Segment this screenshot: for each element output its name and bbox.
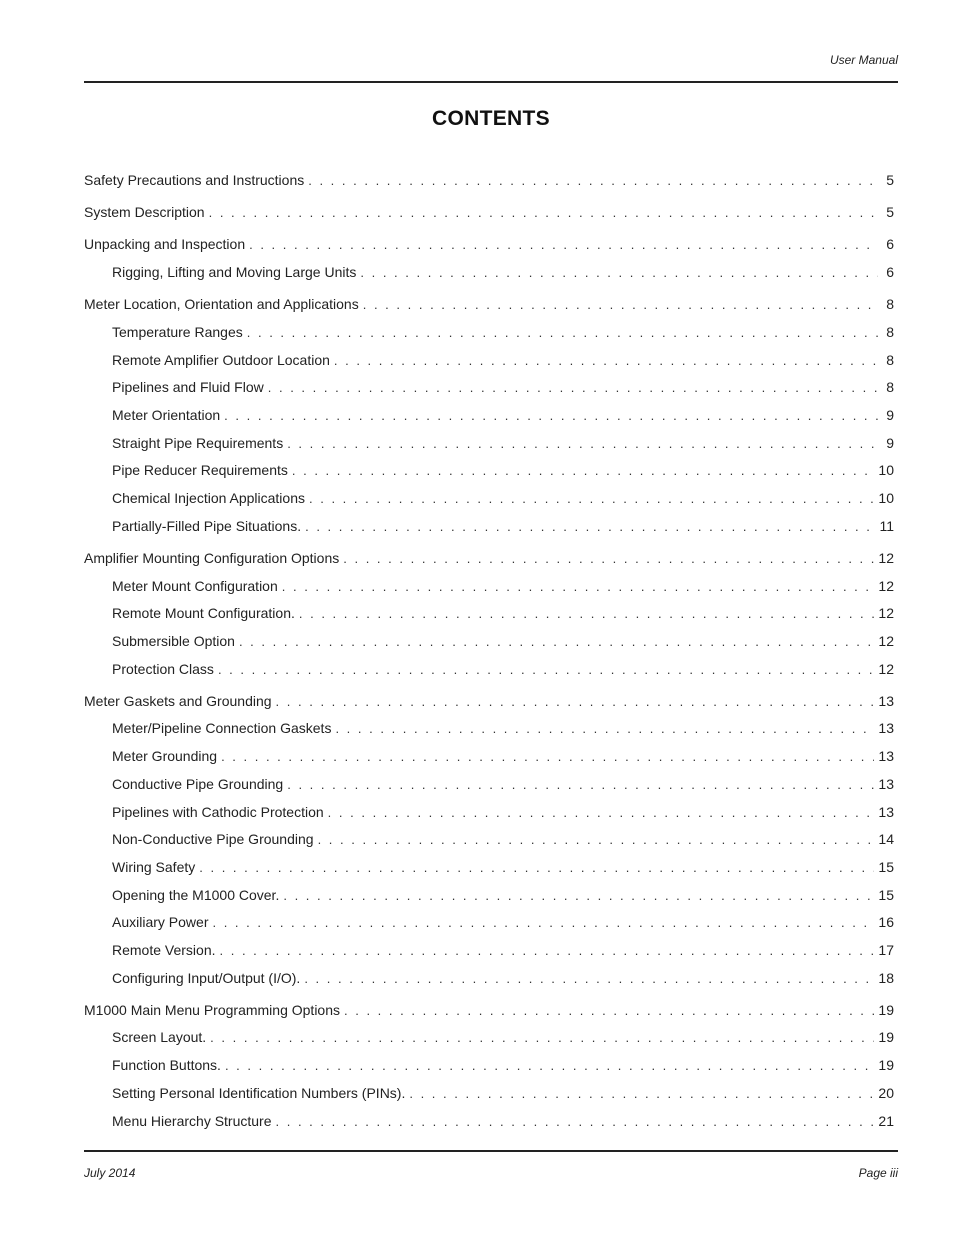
toc-entry-page-number: 12	[878, 550, 894, 566]
toc-entry[interactable]	[112, 378, 894, 396]
toc-entry[interactable]	[112, 461, 894, 479]
footer-page-number: Page iii	[858, 1166, 898, 1180]
toc-entry-page-number: 12	[878, 633, 894, 649]
toc-entry-label: Amplifier Mounting Configuration Options	[84, 550, 340, 566]
toc-dot-leader	[283, 887, 874, 905]
toc-entry-label: Auxiliary Power	[112, 914, 209, 930]
toc-entry[interactable]	[112, 632, 894, 650]
toc-entry-page-number: 10	[878, 490, 894, 506]
toc-entry[interactable]	[112, 604, 894, 622]
toc-dot-leader	[209, 204, 878, 222]
toc-entry[interactable]	[112, 406, 894, 424]
toc-entry-label: Straight Pipe Requirements	[112, 435, 284, 451]
toc-entry-label: Rigging, Lifting and Moving Large Units	[112, 264, 357, 280]
toc-entry-label: Remote Version.	[112, 942, 216, 958]
toc-entry[interactable]	[112, 1084, 894, 1102]
toc-dot-leader	[220, 942, 875, 960]
toc-dot-leader	[299, 605, 875, 623]
toc-dot-leader	[363, 296, 878, 314]
toc-dot-leader	[282, 578, 875, 596]
toc-dot-leader	[212, 914, 874, 932]
toc-entry-label: Meter Mount Configuration	[112, 578, 278, 594]
toc-entry-label: Meter Location, Orientation and Applications	[84, 296, 359, 312]
toc-dot-leader	[249, 236, 878, 254]
toc-dot-leader	[344, 1002, 874, 1020]
toc-entry-page-number: 15	[878, 887, 894, 903]
toc-entry[interactable]	[84, 295, 894, 313]
toc-dot-leader	[247, 324, 878, 342]
toc-entry[interactable]	[112, 1056, 894, 1074]
toc-entry-page-number: 17	[878, 942, 894, 958]
toc-entry-page-number: 21	[878, 1113, 894, 1129]
toc-entry[interactable]	[112, 323, 894, 341]
toc-entry-page-number: 8	[886, 324, 894, 340]
toc-entry[interactable]	[84, 549, 894, 567]
toc-entry-page-number: 12	[878, 661, 894, 677]
toc-entry-page-number: 5	[886, 204, 894, 220]
toc-dot-leader	[328, 804, 875, 822]
toc-entry[interactable]	[84, 171, 894, 189]
toc-entry-page-number: 19	[878, 1002, 894, 1018]
toc-entry-label: Meter Gaskets and Grounding	[84, 693, 272, 709]
toc-dot-leader	[360, 264, 878, 282]
toc-entry[interactable]	[84, 203, 894, 221]
toc-dot-leader	[287, 435, 878, 453]
footer-date: July 2014	[84, 1166, 136, 1180]
toc-entry-page-number: 13	[878, 748, 894, 764]
toc-entry-label: Function Buttons.	[112, 1057, 221, 1073]
toc-dot-leader	[210, 1029, 874, 1047]
toc-entry-page-number: 20	[878, 1085, 894, 1101]
toc-dot-leader	[343, 550, 874, 568]
toc-entry-page-number: 18	[878, 970, 894, 986]
toc-entry-page-number: 9	[886, 407, 894, 423]
page-title: CONTENTS	[432, 107, 550, 130]
toc-entry[interactable]	[112, 1112, 894, 1130]
toc-entry[interactable]	[112, 719, 894, 737]
toc-entry-page-number: 11	[879, 518, 894, 534]
toc-entry-page-number: 6	[886, 236, 894, 252]
toc-entry-label: M1000 Main Menu Programming Options	[84, 1002, 341, 1018]
toc-entry-label: Protection Class	[112, 661, 214, 677]
toc-entry-label: Submersible Option	[112, 633, 235, 649]
toc-entry-label: Safety Precautions and Instructions	[84, 172, 305, 188]
toc-entry-label: Configuring Input/Output (I/O).	[112, 970, 301, 986]
toc-entry-page-number: 13	[878, 776, 894, 792]
toc-entry[interactable]	[112, 489, 894, 507]
toc-entry-page-number: 12	[878, 605, 894, 621]
toc-dot-leader	[309, 490, 874, 508]
toc-dot-leader	[308, 172, 878, 190]
toc-entry-page-number: 9	[886, 435, 894, 451]
toc-entry-page-number: 13	[878, 693, 894, 709]
toc-entry-label: Unpacking and Inspection	[84, 236, 246, 252]
toc-entry[interactable]	[112, 747, 894, 765]
toc-entry[interactable]	[112, 577, 894, 595]
toc-entry[interactable]	[112, 660, 894, 678]
toc-entry-page-number: 13	[878, 804, 894, 820]
toc-entry-page-number: 19	[878, 1029, 894, 1045]
toc-entry-page-number: 12	[878, 578, 894, 594]
toc-entry-label: Wiring Safety	[112, 859, 196, 875]
toc-dot-leader	[287, 776, 874, 794]
toc-entry-label: Opening the M1000 Cover.	[112, 887, 280, 903]
toc-entry-page-number: 15	[878, 859, 894, 875]
toc-entry-label: Remote Amplifier Outdoor Location	[112, 352, 330, 368]
toc-dot-leader	[335, 720, 874, 738]
toc-dot-leader	[276, 693, 875, 711]
toc-dot-leader	[334, 352, 878, 370]
toc-entry[interactable]	[112, 913, 894, 931]
toc-entry-label: Partially-Filled Pipe Situations.	[112, 518, 302, 534]
toc-entry[interactable]	[112, 351, 894, 369]
toc-dot-leader	[239, 633, 874, 651]
toc-entry-label: Pipelines and Fluid Flow	[112, 379, 264, 395]
toc-entry-label: Chemical Injection Applications	[112, 490, 305, 506]
toc-entry[interactable]	[112, 1028, 894, 1046]
toc-entry-label: Meter Orientation	[112, 407, 221, 423]
toc-dot-leader	[409, 1085, 874, 1103]
toc-dot-leader	[221, 748, 874, 766]
toc-dot-leader	[304, 970, 874, 988]
toc-entry-page-number: 10	[878, 462, 894, 478]
toc-entry[interactable]	[112, 803, 894, 821]
toc-entry-label: Pipe Reducer Requirements	[112, 462, 288, 478]
toc-entry-page-number: 8	[886, 352, 894, 368]
toc-entry[interactable]	[112, 775, 894, 793]
toc-entry[interactable]	[112, 858, 894, 876]
toc-dot-leader	[224, 407, 878, 425]
toc-entry[interactable]	[112, 434, 894, 452]
toc-dot-leader	[199, 859, 874, 877]
toc-entry-page-number: 5	[886, 172, 894, 188]
toc-entry[interactable]	[112, 969, 894, 987]
toc-dot-leader	[292, 462, 875, 480]
toc-dot-leader	[276, 1113, 875, 1131]
toc-entry-label: Menu Hierarchy Structure	[112, 1113, 272, 1129]
toc-dot-leader	[318, 831, 875, 849]
toc-entry-page-number: 16	[878, 914, 894, 930]
toc-entry-label: Non-Conductive Pipe Grounding	[112, 831, 314, 847]
toc-entry-label: Setting Personal Identification Numbers (PINs).	[112, 1085, 406, 1101]
toc-entry[interactable]	[112, 517, 894, 535]
page-header-doc-type: User Manual	[829, 53, 898, 67]
toc-entry[interactable]	[112, 830, 894, 848]
toc-entry[interactable]	[84, 235, 894, 253]
toc-entry[interactable]	[112, 263, 894, 281]
toc-dot-leader	[305, 518, 875, 536]
toc-entry-label: Meter/Pipeline Connection Gaskets	[112, 720, 332, 736]
toc-dot-leader	[225, 1057, 874, 1075]
toc-entry-label: Meter Grounding	[112, 748, 218, 764]
toc-entry[interactable]	[84, 1001, 894, 1019]
toc-entry-page-number: 14	[878, 831, 894, 847]
toc-entry-label: Conductive Pipe Grounding	[112, 776, 284, 792]
toc-entry-page-number: 8	[886, 379, 894, 395]
toc-entry[interactable]	[112, 941, 894, 959]
toc-dot-leader	[218, 661, 874, 679]
toc-entry[interactable]	[84, 692, 894, 710]
toc-entry-page-number: 13	[878, 720, 894, 736]
toc-dot-leader	[268, 379, 878, 397]
toc-entry-page-number: 8	[886, 296, 894, 312]
toc-entry-label: Pipelines with Cathodic Protection	[112, 804, 324, 820]
toc-entry-page-number: 6	[886, 264, 894, 280]
toc-entry-page-number: 19	[878, 1057, 894, 1073]
toc-entry-label: Remote Mount Configuration.	[112, 605, 295, 621]
toc-entry-label: Screen Layout.	[112, 1029, 207, 1045]
toc-entry[interactable]	[112, 886, 894, 904]
toc-entry-label: Temperature Ranges	[112, 324, 243, 340]
toc-entry-label: System Description	[84, 204, 205, 220]
footer-rule	[84, 1150, 898, 1152]
